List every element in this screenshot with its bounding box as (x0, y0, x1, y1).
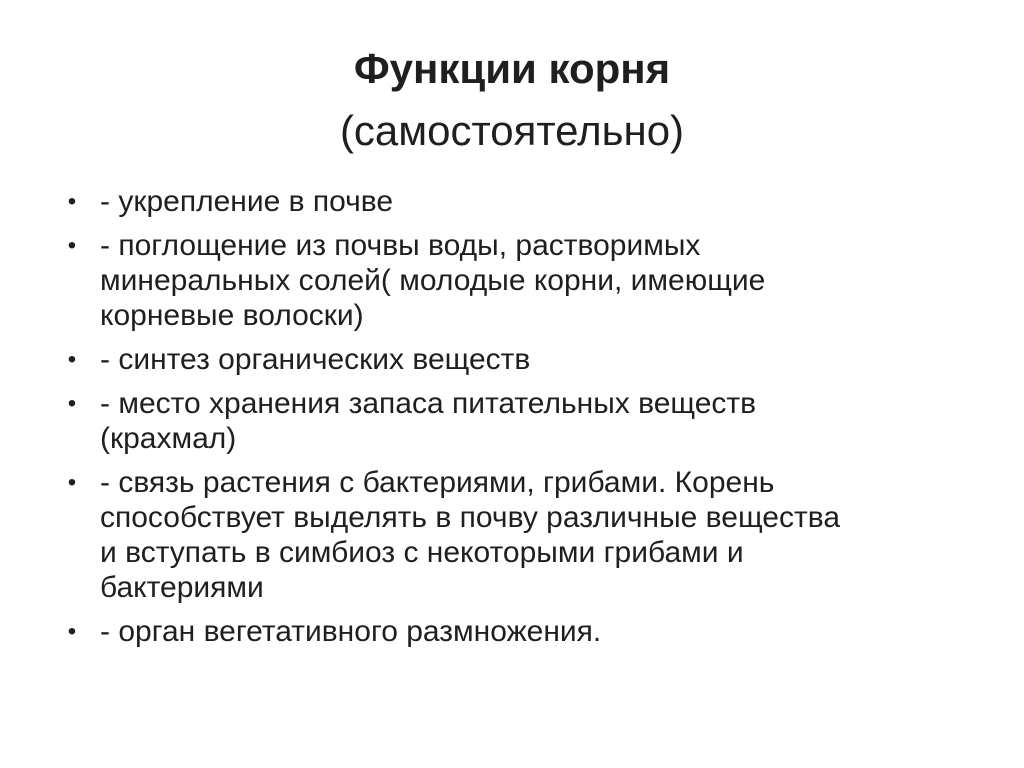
bullet-dot-icon: • (67, 469, 77, 496)
bullet-text (100, 386, 970, 456)
bullet-line: бактериями (100, 571, 264, 604)
bullet-line: - связь растения с бактериями, грибами. Корень (100, 466, 775, 499)
bullet-dot-icon: • (67, 618, 77, 645)
bullet-line: (крахмал) (100, 422, 237, 455)
bullet-line: корневые волоски) (100, 299, 364, 332)
bullet-dot-icon: • (67, 346, 77, 373)
bullet-item-symbiosis (0, 465, 1024, 605)
slide-subtitle: (самостоятельно) (339, 107, 685, 154)
bullet-line: - укрепление в почве (100, 185, 394, 218)
title-block (0, 38, 1024, 162)
bullet-line: и вступать в симбиоз с некоторыми грибами и (100, 536, 744, 569)
bullet-line: минеральных солей( молодые корни, имеющие (100, 264, 766, 297)
bullet-dot-icon: • (67, 232, 77, 259)
bullet-text (100, 465, 970, 605)
bullet-item-absorption (0, 228, 1024, 333)
bullet-line: - поглощение из почвы воды, растворимых (100, 229, 701, 262)
bullet-item-storage (0, 386, 1024, 456)
slide-title: Функции корня (353, 45, 671, 92)
bullet-text (100, 614, 970, 649)
bullet-text (100, 184, 970, 219)
bullet-item-anchoring (0, 184, 1024, 219)
bullet-text (100, 228, 970, 333)
bullet-line: - место хранения запаса питательных веществ (100, 387, 757, 420)
bullet-line: способствует выделять в почву различные вещества (100, 501, 841, 534)
bullet-list (0, 184, 1024, 658)
bullet-text (100, 342, 970, 377)
bullet-line: - синтез органических веществ (100, 343, 531, 376)
bullet-line: - орган вегетативного размножения. (100, 615, 602, 648)
bullet-item-propagation (0, 614, 1024, 649)
bullet-dot-icon: • (67, 188, 77, 215)
bullet-dot-icon: • (67, 390, 77, 417)
bullet-item-synthesis (0, 342, 1024, 377)
